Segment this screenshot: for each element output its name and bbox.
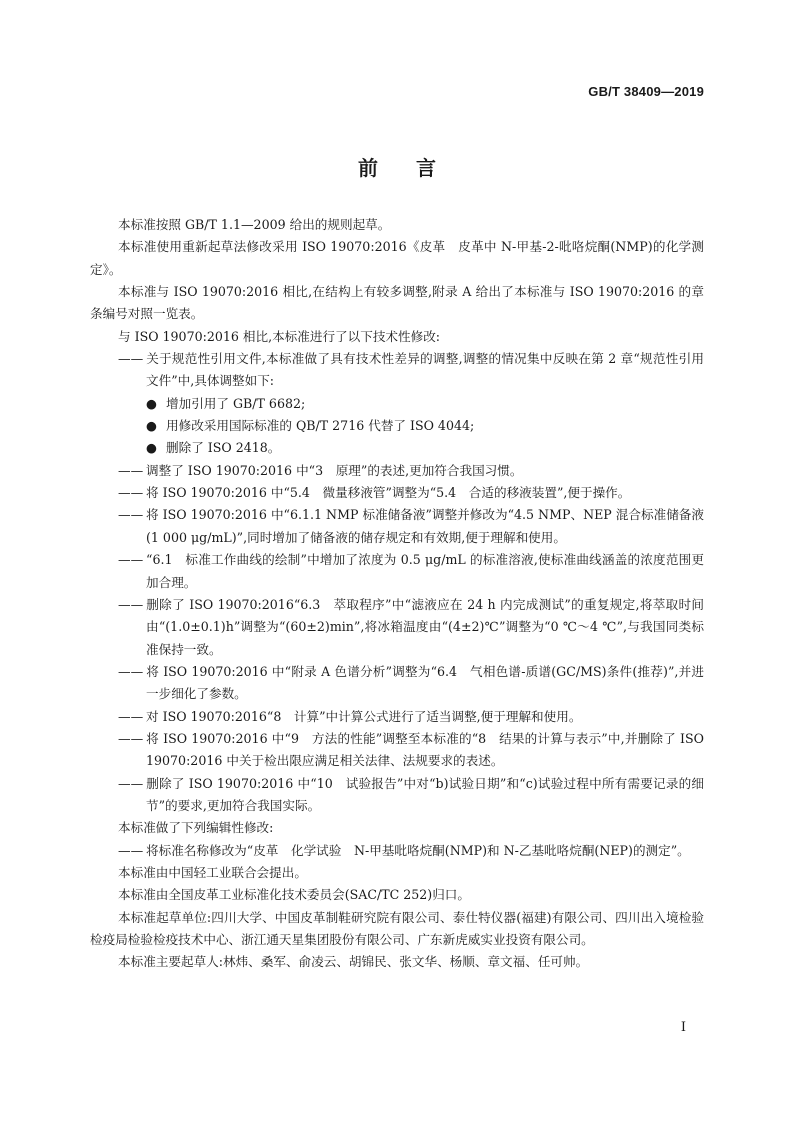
bullet-text: 用修改采用国际标准的 QB/T 2716 代替了 ISO 4044;	[166, 418, 475, 434]
dash-mark: ——	[118, 596, 144, 612]
bullet-icon: ●	[146, 418, 157, 434]
dash-mark: ——	[118, 507, 144, 523]
list-item	[90, 706, 704, 728]
paragraph-drafting-rules: 本标准按照 GB/T 1.1—2009 给出的规则起草。	[118, 217, 391, 232]
bullet-icon: ●	[146, 440, 157, 456]
paragraph-proposer: 本标准由中国轻工业联合会提出。	[118, 864, 307, 880]
dash-mark: ——	[118, 842, 144, 858]
dash-mark: ——	[118, 351, 144, 367]
bullet-text: 增加引用了 GB/T 6682;	[166, 395, 306, 411]
list-item	[90, 504, 704, 549]
dash-mark: ——	[118, 462, 144, 478]
paragraph-edit-intro: 本标准做了下列编辑性修改:	[118, 820, 274, 836]
list-item-text: 关于规范性引用文件,本标准做了具有技术性差异的调整,调整的情况集中反映在第 2 章“规范性引用文件”中,具体调整如下:	[146, 351, 704, 389]
paragraph-structure: 本标准与 ISO 19070:2016 相比,在结构上有较多调整,附录 A 给出了本标准与 ISO 19070:2016 的章条编号对照一览表。	[90, 284, 704, 322]
list-item-text: 对 ISO 19070:2016“8 计算”中计算公式进行了适当调整,便于理解和使用。	[146, 708, 582, 724]
list-item	[90, 549, 704, 594]
list-item	[90, 594, 704, 661]
bullet-item	[90, 393, 704, 415]
dash-mark: ——	[118, 775, 144, 791]
dash-mark: ——	[118, 663, 144, 679]
list-item	[90, 460, 704, 482]
list-item	[90, 840, 704, 862]
standard-number: GB/T 38409—2019	[588, 84, 704, 99]
page-number: I	[680, 1020, 686, 1035]
paragraph-adoption: 本标准使用重新起草法修改采用 ISO 19070:2016《皮革 皮革中 N-甲基-2-吡咯烷酮(NMP)的化学测定》。	[90, 239, 704, 277]
paragraph-tech-intro: 与 ISO 19070:2016 相比,本标准进行了以下技术性修改:	[118, 328, 441, 344]
bullet-item	[90, 437, 704, 459]
list-item	[90, 482, 704, 504]
document-body	[90, 214, 704, 974]
page-title: 前言	[358, 156, 474, 180]
bullet-list	[90, 393, 704, 460]
list-item-text: 将 ISO 19070:2016 中“6.1.1 NMP 标准储备液”调整并修改为“4.5 NMP、NEP 混合标准储备液(1 000 μg/mL)”,同时增加了储备液的储存规定和有效期,便于理解和使用。	[146, 507, 704, 545]
list-item	[90, 728, 704, 773]
dash-mark: ——	[118, 552, 144, 568]
list-item	[90, 773, 704, 818]
list-item	[90, 348, 704, 393]
list-item-text: 删除了 ISO 19070:2016 中“10 试验报告”中对“b)试验日期”和“c)试验过程中所有需要记录的细节”的要求,更加符合我国实际。	[146, 775, 704, 813]
bullet-icon: ●	[146, 395, 157, 411]
dash-mark: ——	[118, 485, 144, 501]
list-item-text: 将 ISO 19070:2016 中“5.4 微量移液管”调整为“5.4 合适的移液装置”,便于操作。	[146, 485, 631, 501]
list-item-text: 将 ISO 19070:2016 中“9 方法的性能”调整至本标准的“8 结果的计算与表示”中,并删除了 ISO 19070:2016 中关于检出限应满足相关法律、法规要求的表述。	[146, 730, 704, 769]
list-item-text: 将标准名称修改为“皮革 化学试验 N-甲基吡咯烷酮(NMP)和 N-乙基吡咯烷酮(NEP)的测定”。	[146, 842, 690, 858]
paragraph-committee: 本标准由全国皮革工业标准化技术委员会(SAC/TC 252)归口。	[118, 887, 470, 903]
dash-mark: ——	[118, 730, 144, 746]
paragraph-drafting-units: 本标准起草单位:四川大学、中国皮革制鞋研究院有限公司、泰仕特仪器(福建)有限公司、四川出入境检验检疫局检验检疫技术中心、浙江通天星集团股份有限公司、广东新虎威实业投资有限公司。	[90, 909, 704, 947]
list-item-text: 调整了 ISO 19070:2016 中“3 原理”的表述,更加符合我国习惯。	[146, 462, 523, 478]
bullet-item	[90, 415, 704, 437]
list-item	[90, 661, 704, 706]
bullet-text: 删除了 ISO 2418。	[166, 440, 281, 456]
list-item-text: “6.1 标准工作曲线的绘制”中增加了浓度为 0.5 μg/mL 的标准溶液,使标准曲线涵盖的浓度范围更加合理。	[146, 552, 704, 590]
dash-mark: ——	[118, 708, 144, 724]
list-item-text: 将 ISO 19070:2016 中“附录 A 色谱分析”调整为“6.4 气相色谱-质谱(GC/MS)条件(推荐)”,并进一步细化了参数。	[146, 663, 704, 702]
paragraph-drafters: 本标准主要起草人:林炜、桑军、俞凌云、胡锦民、张文华、杨顺、章文福、任可帅。	[118, 954, 589, 970]
list-item-text: 删除了 ISO 19070:2016“6.3 萃取程序”中“滤液应在 24 h 内完成测试”的重复规定,将萃取时间由“(1.0±0.1)h”调整为“(60±2)min”,将冰箱温度由“(4±2)℃”调整为“0 ℃～4 ℃”,与我国同类标准保持一致。	[146, 596, 704, 657]
